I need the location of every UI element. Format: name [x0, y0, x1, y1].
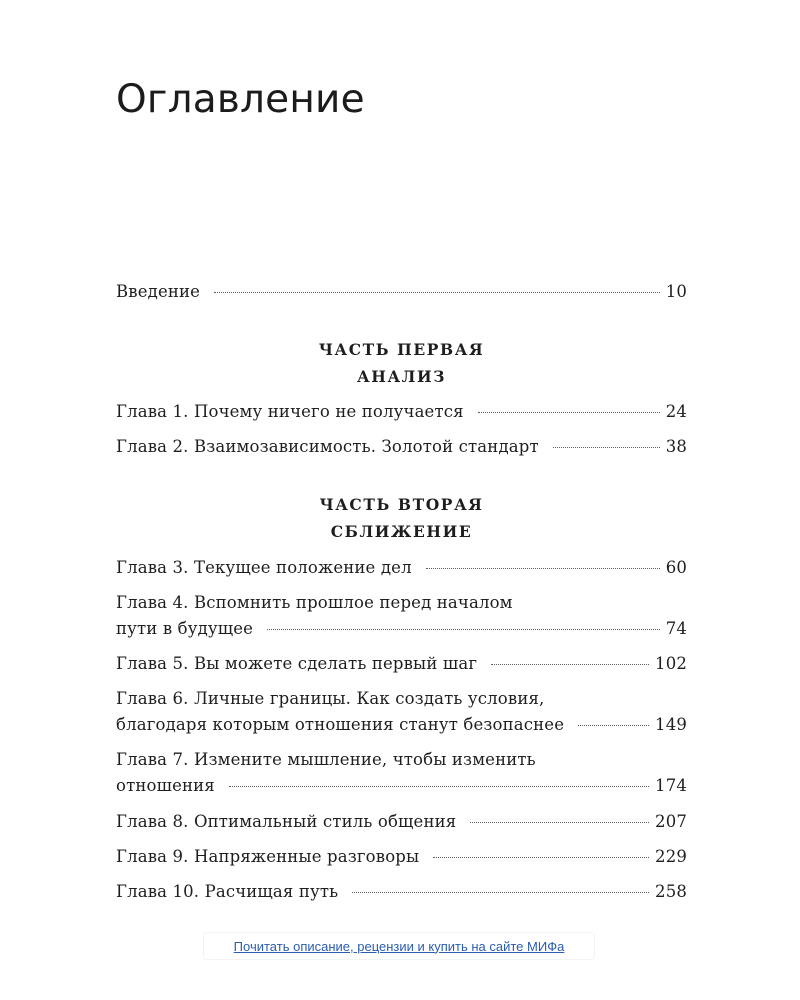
toc-entry-chapter-6 — [116, 689, 687, 737]
toc-entry-chapter-2 — [116, 435, 687, 459]
toc-entry-chapter-4 — [116, 593, 687, 641]
dot-leader — [214, 292, 660, 293]
dot-leader — [433, 857, 649, 858]
toc-page-number: 74 — [665, 619, 687, 638]
toc-page-number: 60 — [665, 558, 687, 577]
toc-entry-chapter-1 — [116, 400, 687, 424]
toc-entry-title-line1: Глава 4. Вспомнить прошлое перед началом — [116, 593, 513, 612]
toc-entry-title: Глава 9. Напряженные разговоры — [116, 847, 420, 866]
toc-entry-title: Введение — [116, 282, 201, 301]
toc-page-number: 24 — [665, 402, 687, 421]
toc-page-number: 258 — [655, 882, 687, 901]
toc-entry-chapter-9 — [116, 845, 687, 869]
toc-page-number: 38 — [665, 437, 687, 456]
toc-page-number: 229 — [655, 847, 687, 866]
toc-entry-title: Глава 10. Расчищая путь — [116, 882, 339, 901]
dot-leader — [491, 664, 649, 665]
toc-entry-chapter-8 — [116, 810, 687, 834]
part-label: ЧАСТЬ ПЕРВАЯ — [318, 340, 485, 359]
toc-entry-title: пути в будущее — [116, 619, 254, 638]
toc-entry-title: отношения — [116, 776, 215, 795]
toc-entry-title-line1: Глава 7. Измените мышление, чтобы изменить — [116, 750, 536, 769]
dot-leader — [553, 447, 660, 448]
toc-page-number: 102 — [655, 654, 687, 673]
page-title: Оглавление — [116, 77, 365, 122]
toc-entry-title: Глава 1. Почему ничего не получается — [116, 402, 464, 421]
toc-entry-title: благодаря которым отношения станут безопаснее — [116, 715, 565, 734]
dot-leader — [478, 412, 660, 413]
toc-entry-title: Глава 5. Вы можете сделать первый шаг — [116, 654, 478, 673]
dot-leader — [352, 892, 649, 893]
part-name: АНАЛИЗ — [356, 367, 447, 386]
purchase-link[interactable]: Почитать описание, рецензии и купить на сайте МИФа — [233, 938, 565, 954]
toc-entry-chapter-3 — [116, 556, 687, 580]
part-name: СБЛИЖЕНИЕ — [330, 522, 473, 541]
dot-leader — [470, 822, 649, 823]
toc-page-number: 10 — [665, 282, 687, 301]
purchase-link-box — [203, 932, 595, 960]
dot-leader — [229, 786, 649, 787]
dot-leader — [267, 629, 660, 630]
toc-page-number: 174 — [655, 776, 687, 795]
toc-entry-chapter-10 — [116, 880, 687, 904]
toc-entry-intro — [116, 280, 687, 304]
dot-leader — [578, 725, 649, 726]
toc-entry-title: Глава 2. Взаимозависимость. Золотой стандарт — [116, 437, 539, 456]
part-label: ЧАСТЬ ВТОРАЯ — [319, 495, 484, 514]
toc-entry-chapter-5 — [116, 652, 687, 676]
toc-page-number: 207 — [655, 812, 687, 831]
toc-entry-chapter-7 — [116, 750, 687, 798]
toc-entry-title: Глава 8. Оптимальный стиль общения — [116, 812, 457, 831]
dot-leader — [426, 568, 660, 569]
toc-entry-title: Глава 3. Текущее положение дел — [116, 558, 412, 577]
toc-entry-title-line1: Глава 6. Личные границы. Как создать условия, — [116, 689, 545, 708]
toc-page-number: 149 — [655, 715, 687, 734]
